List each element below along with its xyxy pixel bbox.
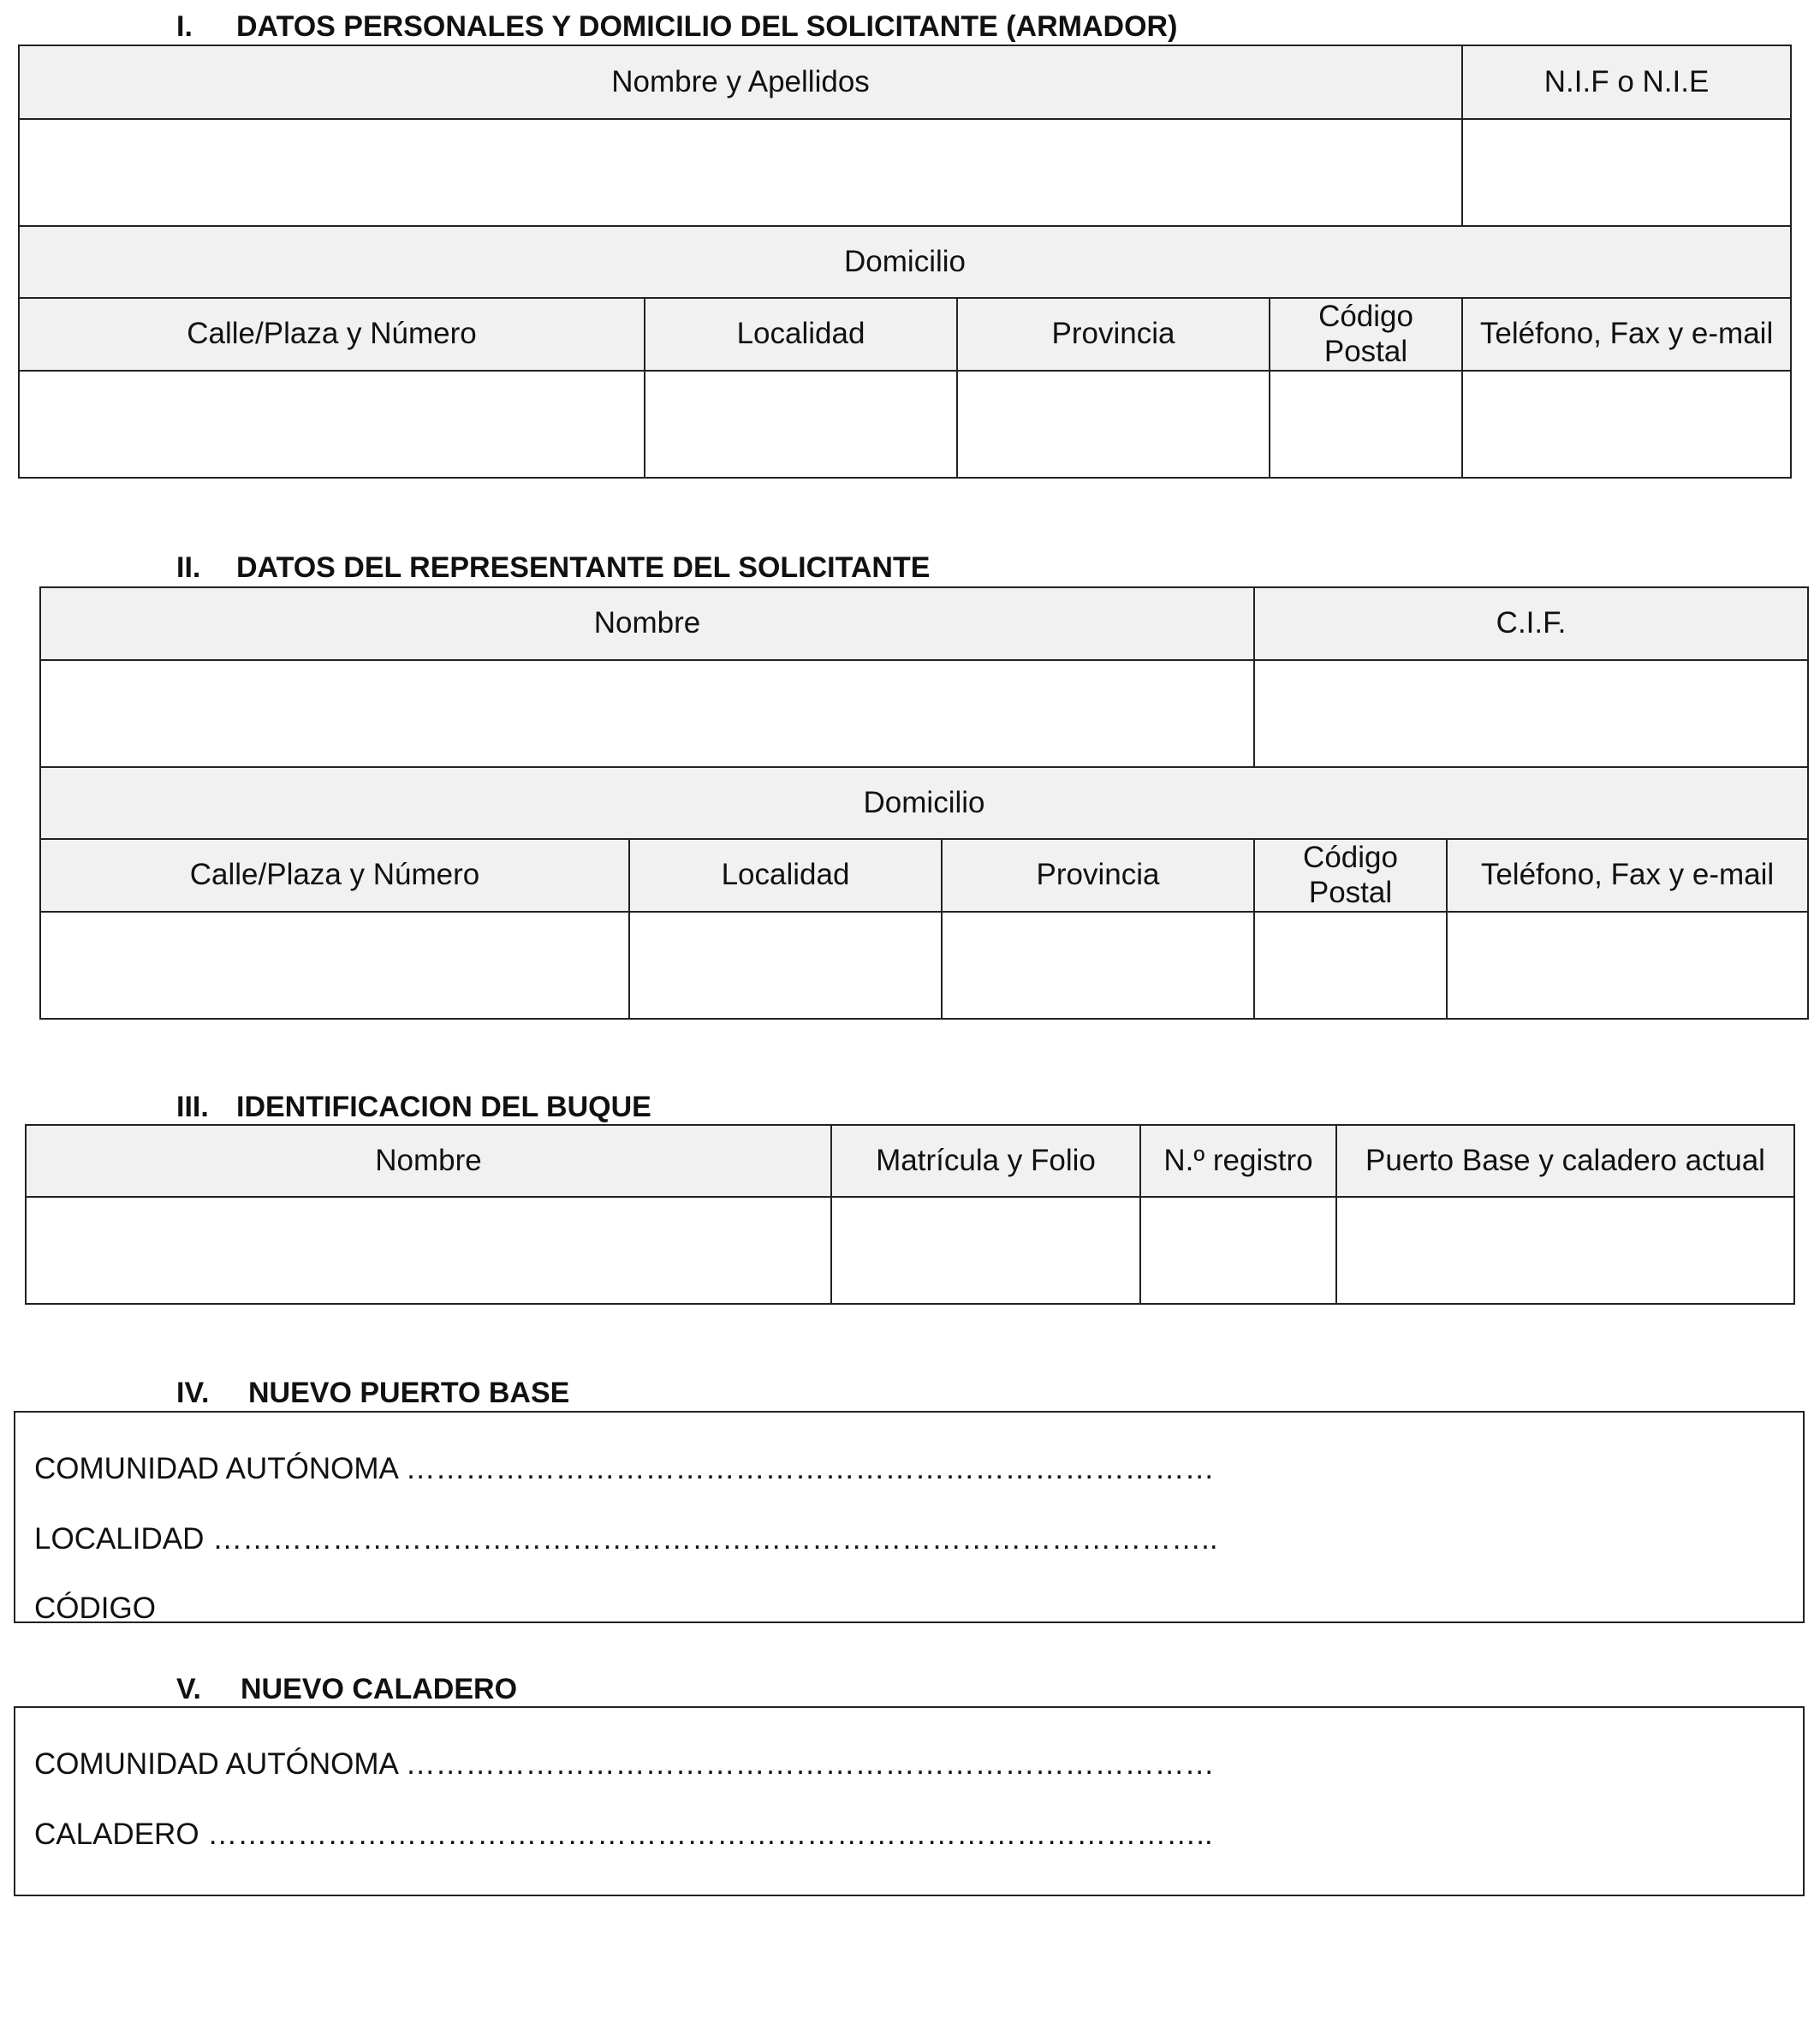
home-port-header: Puerto Base y caladero actual xyxy=(1336,1125,1794,1197)
vessel-table xyxy=(25,1124,1795,1305)
locality-header: Localidad xyxy=(645,298,957,371)
province-field[interactable] xyxy=(957,371,1270,478)
section-2-title xyxy=(176,553,930,582)
section-5-title xyxy=(176,1675,517,1704)
name-field[interactable] xyxy=(40,660,1254,767)
home-port-field[interactable] xyxy=(1336,1197,1794,1304)
province-header: Provincia xyxy=(957,298,1270,371)
section-number: II. xyxy=(176,551,201,584)
registry-number-header: N.º registro xyxy=(1140,1125,1336,1197)
province-header: Provincia xyxy=(942,839,1254,912)
contact-field[interactable] xyxy=(1447,912,1808,1019)
section-number: I. xyxy=(176,10,193,43)
locality-field[interactable] xyxy=(645,371,957,478)
nif-field[interactable] xyxy=(1462,119,1791,226)
street-header: Calle/Plaza y Número xyxy=(19,298,645,371)
postal-code-header: Código Postal xyxy=(1270,298,1462,371)
section-number: IV. xyxy=(176,1377,210,1409)
fishing-ground-line[interactable]: CALADERO ……………………………………………………………………………………….. xyxy=(34,1818,1213,1851)
domicilio-header: Domicilio xyxy=(19,226,1791,298)
locality-line[interactable]: LOCALIDAD ……………………………………………………………………………………….. xyxy=(34,1522,1218,1556)
autonomous-community-line[interactable]: COMUNIDAD AUTÓNOMA ……………………………………………………………………… xyxy=(34,1452,1215,1485)
registration-header: Matrícula y Folio xyxy=(831,1125,1140,1197)
contact-field[interactable] xyxy=(1462,371,1791,478)
domicilio-header: Domicilio xyxy=(40,767,1808,839)
street-field[interactable] xyxy=(40,912,629,1019)
section-number: V. xyxy=(176,1673,202,1705)
postal-code-header: Código Postal xyxy=(1254,839,1447,912)
locality-header: Localidad xyxy=(629,839,942,912)
name-header: Nombre y Apellidos xyxy=(19,45,1462,119)
section-heading: IDENTIFICACION DEL BUQUE xyxy=(236,1091,651,1123)
contact-header: Teléfono, Fax y e-mail xyxy=(1447,839,1808,912)
section-heading: DATOS PERSONALES Y DOMICILIO DEL SOLICITANTE (ARMADOR) xyxy=(236,10,1178,43)
section-4-title xyxy=(176,1378,569,1407)
vessel-name-field[interactable] xyxy=(26,1197,831,1304)
vessel-name-header: Nombre xyxy=(26,1125,831,1197)
registration-field[interactable] xyxy=(831,1197,1140,1304)
section-heading: NUEVO CALADERO xyxy=(241,1673,518,1705)
nif-header: N.I.F o N.I.E xyxy=(1462,45,1791,119)
section-1-title xyxy=(176,12,1177,41)
registry-number-field[interactable] xyxy=(1140,1197,1336,1304)
section-heading: NUEVO PUERTO BASE xyxy=(248,1377,570,1409)
autonomous-community-line[interactable]: COMUNIDAD AUTÓNOMA ……………………………………………………………………… xyxy=(34,1747,1215,1781)
locality-field[interactable] xyxy=(629,912,942,1019)
postal-code-field[interactable] xyxy=(1254,912,1447,1019)
postal-code-field[interactable] xyxy=(1270,371,1462,478)
new-fishing-ground-box xyxy=(14,1706,1805,1896)
street-field[interactable] xyxy=(19,371,645,478)
section-3-title xyxy=(176,1092,651,1122)
section-number: III. xyxy=(176,1091,209,1123)
code-line[interactable]: CÓDIGO xyxy=(34,1592,156,1625)
section-heading: DATOS DEL REPRESENTANTE DEL SOLICITANTE xyxy=(236,551,931,584)
name-header: Nombre xyxy=(40,587,1254,660)
applicant-table xyxy=(18,45,1792,479)
province-field[interactable] xyxy=(942,912,1254,1019)
name-field[interactable] xyxy=(19,119,1462,226)
cif-header: C.I.F. xyxy=(1254,587,1808,660)
cif-field[interactable] xyxy=(1254,660,1808,767)
new-home-port-box xyxy=(14,1411,1805,1623)
representative-table xyxy=(39,586,1809,1020)
contact-header: Teléfono, Fax y e-mail xyxy=(1462,298,1791,371)
street-header: Calle/Plaza y Número xyxy=(40,839,629,912)
